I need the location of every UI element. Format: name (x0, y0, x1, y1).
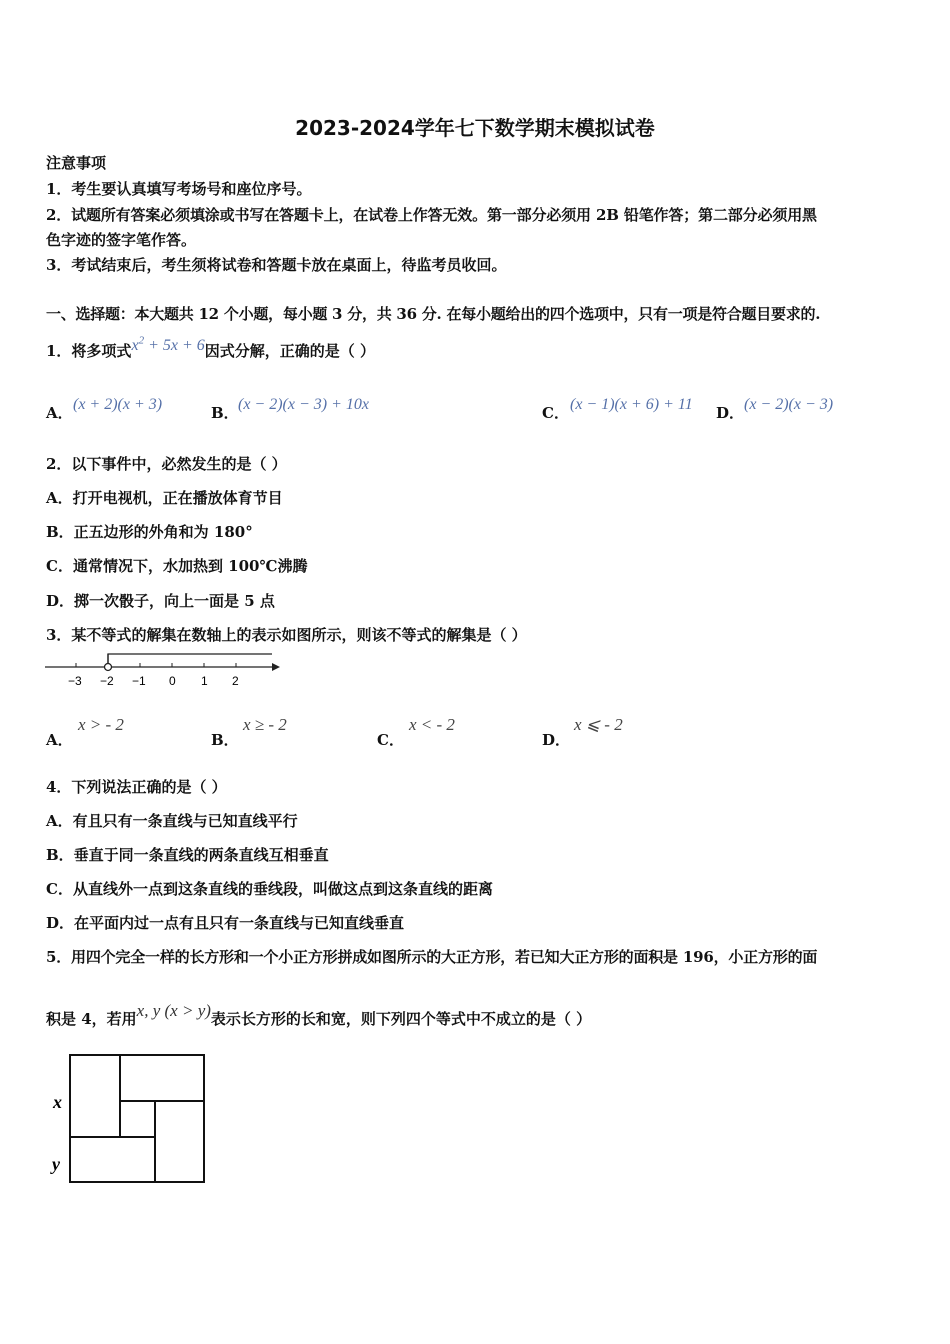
q1-stem-pre: 1．将多项式 (46, 342, 132, 360)
q1-poly-base: x (131, 337, 139, 354)
q1-polynomial (131, 334, 205, 354)
tick-label: −1 (132, 674, 146, 688)
q3-stem: 3．某不等式的解集在数轴上的表示如图所示，则该不等式的解集是（ ） (46, 626, 527, 644)
q1-option-a-label: A． (46, 404, 73, 422)
section-heading: 一、选择题：本大题共 12 个小题，每小题 3 分，共 36 分. 在每小题给出的四个选项中，只有一项是符合题目要求的. (46, 305, 821, 323)
q2-option-c: C．通常情况下，水加热到 100℃沸腾 (46, 557, 308, 575)
tick-label: −3 (68, 674, 82, 688)
q1-option-c-label: C． (542, 404, 569, 422)
open-circle-endpoint (105, 664, 112, 671)
q1-option-d: (x − 2)(x − 3) (744, 396, 834, 413)
q3-option-a: x > - 2 (78, 715, 124, 734)
notice-heading: 注意事项 (46, 154, 107, 172)
fig-label-x: x (53, 1092, 62, 1112)
q5-variables: x, y (x > y) (136, 1001, 211, 1020)
notice-item: 3．考试结束后，考生须将试卷和答题卡放在桌面上，待监考员收回。 (46, 256, 507, 274)
q4-stem: 4．下列说法正确的是（ ） (46, 778, 227, 796)
number-line-arrow (272, 663, 280, 671)
small-square (120, 1101, 155, 1137)
q4-option-b: B．垂直于同一条直线的两条直线互相垂直 (46, 846, 329, 864)
q3-option-a-label: A． (46, 731, 73, 749)
q2-option-d: D．掷一次骰子，向上一面是 5 点 (46, 592, 275, 610)
q1-stem (46, 334, 375, 361)
q1-option-d-label: D． (716, 404, 745, 422)
q1-poly-exp: 2 (138, 334, 145, 347)
q4-option-c: C．从直线外一点到这条直线的垂线段，叫做这点到这条直线的距离 (46, 880, 493, 898)
fig-label-y: y (52, 1154, 60, 1174)
q1-option-a: (x + 2)(x + 3) (73, 396, 163, 413)
notice-item: 1．考生要认真填写考场号和座位序号。 (46, 180, 312, 198)
tick-label: 1 (201, 674, 208, 688)
tick-label: 2 (232, 674, 239, 688)
solution-ray (108, 654, 272, 663)
q1-stem-post: 因式分解，正确的是（ ） (204, 342, 375, 360)
number-line-figure (40, 650, 280, 690)
notice-item: 色字迹的签字笔作答。 (46, 231, 197, 249)
tick-label: −2 (100, 674, 114, 688)
q2-stem: 2．以下事件中，必然发生的是（ ） (46, 455, 287, 473)
q3-option-c-label: C． (377, 731, 404, 749)
q5-stem-line2 (46, 1001, 592, 1029)
q5-stem-pre: 积是 4，若用 (46, 1010, 137, 1028)
q3-option-d: x ⩽ - 2 (574, 715, 623, 734)
q3-option-b: x ≥ - 2 (243, 715, 287, 734)
q1-option-c: (x − 1)(x + 6) + 11 (570, 396, 693, 413)
q3-option-b-label: B． (211, 731, 239, 749)
q4-option-d: D．在平面内过一点有且只有一条直线与已知直线垂直 (46, 914, 405, 932)
q1-option-b: (x − 2)(x − 3) + 10x (238, 396, 370, 413)
exam-title: 2023-2024学年七下数学期末模拟试卷 (295, 116, 655, 140)
q1-option-b-label: B． (211, 404, 239, 422)
q3-option-d-label: D． (542, 731, 571, 749)
big-square (70, 1055, 204, 1182)
q5-stem-post: 表示长方形的长和宽，则下列四个等式中不成立的是（ ） (210, 1010, 592, 1028)
notice-item: 2．试题所有答案必须填涂或书写在答题卡上，在试卷上作答无效。第一部分必须用 2B 铅笔作答；第二部分必须用黑 (46, 206, 817, 224)
tick-label: 0 (169, 674, 176, 688)
q2-option-b: B．正五边形的外角和为 180° (46, 523, 253, 541)
rectangles-figure (48, 1050, 213, 1195)
q5-stem-line1: 5．用四个完全一样的长方形和一个小正方形拼成如图所示的大正方形，若已知大正方形的面积是 196，小正方形的面 (46, 948, 818, 966)
q4-option-a: A．有且只有一条直线与已知直线平行 (46, 812, 298, 830)
q3-option-c: x < - 2 (409, 715, 455, 734)
q1-poly-rest: + 5x + 6 (144, 337, 205, 354)
q2-option-a: A．打开电视机，正在播放体育节目 (46, 489, 283, 507)
